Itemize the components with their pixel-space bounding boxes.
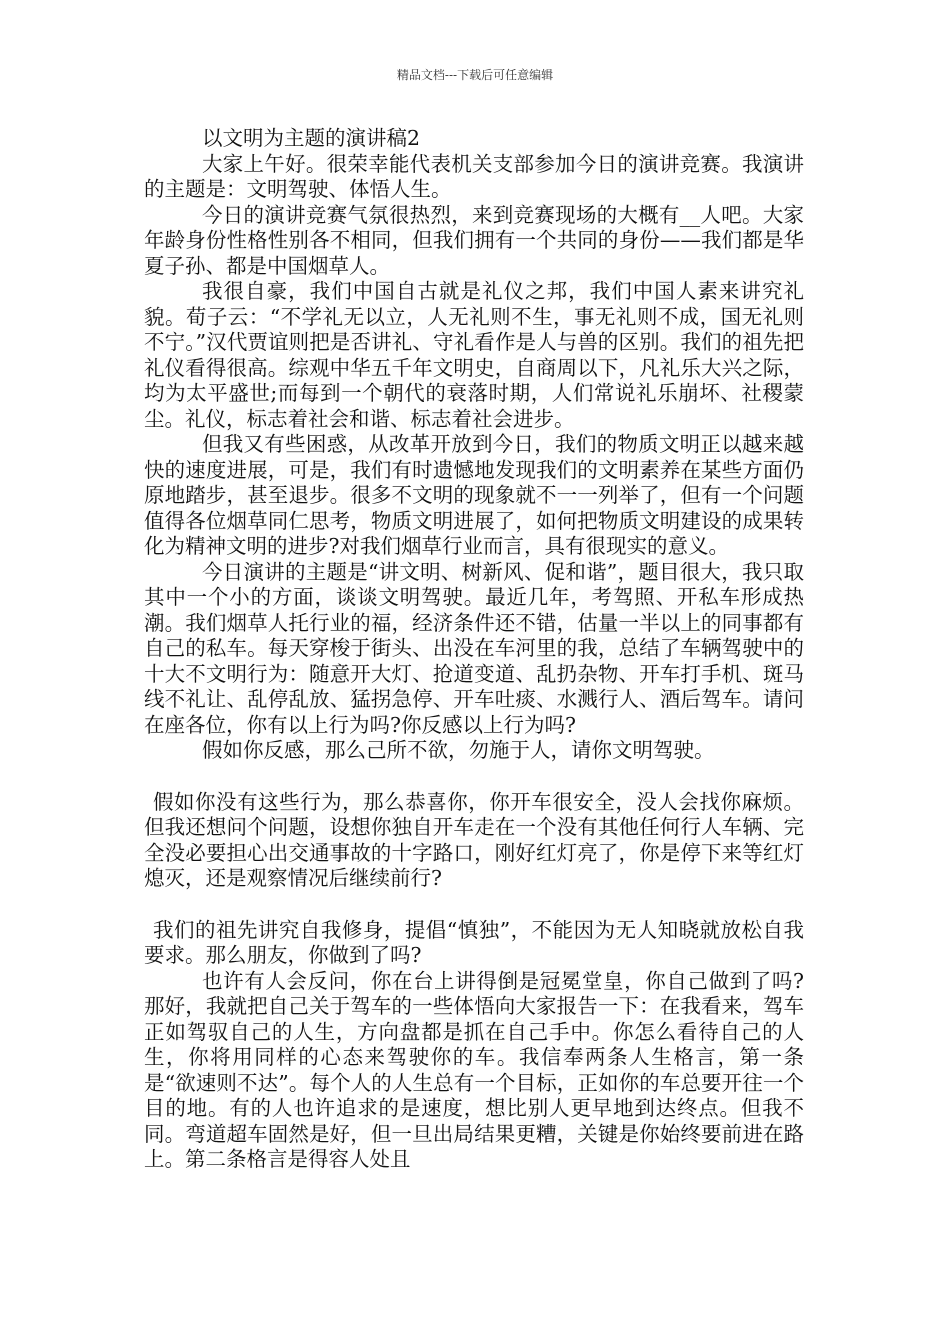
- paragraph-confusion: 但我又有些困惑，从改革开放到今日，我们的物质文明正以越来越快的速度进展，可是，我们有时遗憾地发现我们的文明素养在某些方面仍原地踏步，甚至退步。很多不文明的现象就不一一列举了，但有一个问题值得各位烟草同仁思考，物质文明进展了，如何把物质文明建设的成果转化为精神文明的进步?对我们烟草行业而言，具有很现实的意义。: [144, 432, 804, 558]
- paragraph-etiquette: 我很自豪，我们中国自古就是礼仪之邦，我们中国人素来讲究礼貌。荀子云：“不学礼无以立，人无礼则不生，事无礼则不成，国无礼则不宁。”汉代贾谊则把是否讲礼、守礼看作是人与兽的区别。我们的祖先把礼仪看得很高。综观中华五千年文明史，自商周以下，凡礼乐大兴之际，均为太平盛世;而每到一个朝代的衰落时期，人们常说礼乐崩坏、社稷蒙尘。礼仪，标志着社会和谐、标志着社会进步。: [144, 279, 804, 431]
- paragraph-if-averse: 假如你反感，那么己所不欲，勿施于人，请你文明驾驶。: [202, 738, 715, 762]
- paragraph-self-discipline: 我们的祖先讲究自我修身，提倡“慎独”，不能因为无人知晓就放松自我要求。那么朋友，你做到了吗?: [144, 917, 804, 967]
- paragraph-gap: [144, 892, 804, 918]
- paragraph-gap: [144, 764, 804, 790]
- paragraph-driving-topic: 今日演讲的主题是“讲文明、树新风、促和谐”，题目很大，我只取其中一个小的方面，谈谈文明驾驶。最近几年，考驾照、开私车形成热潮。我们烟草人托行业的福，经济条件还不错，估量一半以上的同事都有自己的私车。每天穿梭于街头、出没在车河里的我，总结了车辆驾驶中的十大不文明行为：随意开大灯、抢道变道、乱扔杂物、开车打手机、斑马线不礼让、乱停乱放、猛拐急停、开车吐痰、水溅行人、酒后驾车。请问在座各位，你有以上行为吗?你反感以上行为吗?: [144, 559, 804, 737]
- paragraph-life-mottos: 也许有人会反问，你在台上讲得倒是冠冕堂皇，你自己做到了吗?那好，我就把自己关于驾车的一些体悟向大家报告一下：在我看来，驾车正如驾驭自己的人生，方向盘都是抓在自己手中。你怎么看待自己的人生，你将用同样的心态来驾驶你的车。我信奉两条人生格言，第一条是“欲速则不达”。每个人的人生总有一个目标，正如你的车总要开往一个目的地。有的人也许追求的是速度，想比别人更早地到达终点。但我不同。弯道超车固然是好，但一旦出局结果更糟，关键是你始终要前进在路上。第二条格言是得容人处且: [144, 968, 804, 1171]
- paragraph-greeting: 大家上午好。很荣幸能代表机关支部参加今日的演讲竞赛。我演讲的主题是：文明驾驶、体悟人生。: [144, 151, 804, 201]
- paragraph-red-light: 假如你没有这些行为，那么恭喜你，你开车很安全，没人会找你麻烦。但我还想问个问题，设想你独自开车走在一个没有其他任何行人车辆、完全没必要担心出交通事故的十字路口，刚好红灯亮了，你是停下来等红灯熄灭，还是观察情况后继续前行?: [144, 789, 804, 890]
- page-header: 精品文档---下载后可任意编辑: [396, 68, 554, 82]
- document-body: [144, 126, 804, 1173]
- paragraph-atmosphere: 今日的演讲竞赛气氛很热烈，来到竞赛现场的大概有__人吧。大家年龄身份性格性别各不相同，但我们拥有一个共同的身份——我们都是华夏子孙、都是中国烟草人。: [144, 202, 804, 278]
- document-title: 以文明为主题的演讲稿2: [202, 126, 421, 150]
